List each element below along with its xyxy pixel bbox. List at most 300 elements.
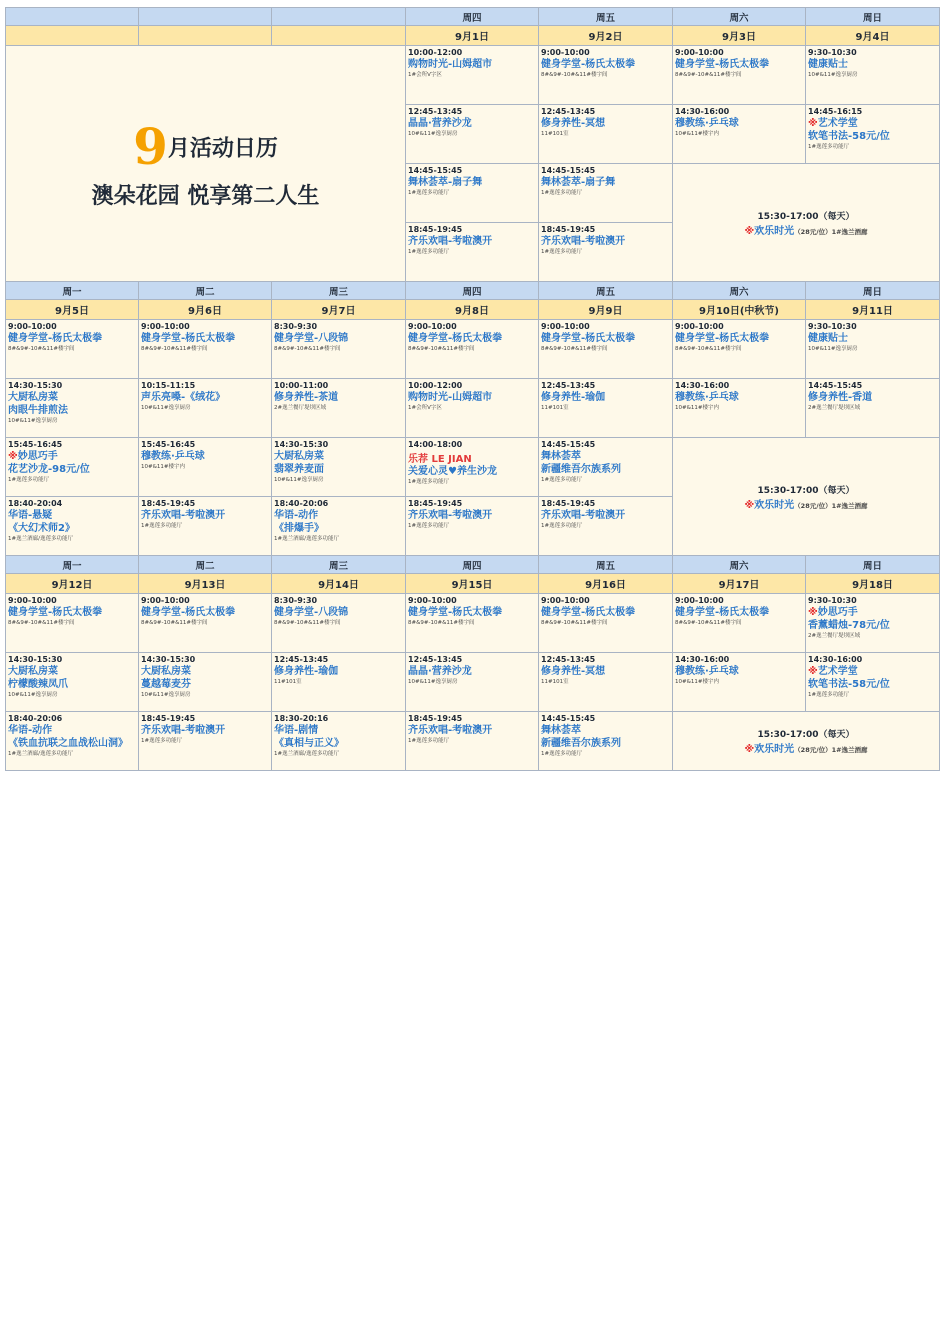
event-name xyxy=(274,332,405,345)
event-name xyxy=(408,665,538,678)
event-location: 10#&11#逸享厨房 xyxy=(408,131,458,137)
event-time: 15:45-16:45 xyxy=(141,440,196,449)
event-cell xyxy=(673,105,806,164)
event-time: 9:00-10:00 xyxy=(8,322,57,331)
event-time: 14:45-15:45 xyxy=(541,166,596,175)
event-cell xyxy=(139,594,272,653)
event-title: 舞林荟萃 xyxy=(541,725,581,736)
date-header: 9月16日 xyxy=(539,574,673,594)
event-title: 大厨私房菜 xyxy=(8,392,58,403)
event-subtitle: 软笔书法-58元/位 xyxy=(808,679,890,690)
event-name xyxy=(8,724,138,737)
event-time: 18:40-20:06 xyxy=(274,499,329,508)
event-time: 14:45-15:45 xyxy=(541,714,596,723)
event-time: 14:30-16:00 xyxy=(675,381,730,390)
event-cell xyxy=(539,438,673,497)
event-time: 15:45-16:45 xyxy=(8,440,63,449)
event-time: 8:30-9:30 xyxy=(274,596,318,605)
event-cell xyxy=(539,497,673,556)
event-time: 14:30-15:30 xyxy=(8,381,63,390)
event-time: 18:45-19:45 xyxy=(541,499,596,508)
weekday-header: 周日 xyxy=(806,282,940,300)
event-title: 齐乐欢唱-考啦澳开 xyxy=(408,510,493,521)
event-time: 18:45-19:45 xyxy=(408,714,463,723)
event-title: 华语-剧情 xyxy=(274,725,319,736)
event-location: 1#逸莲多功能厅 xyxy=(8,477,50,483)
event-time: 10:00-12:00 xyxy=(408,48,463,57)
event-time: 18:40-20:04 xyxy=(8,499,63,508)
event-time: 14:30-16:00 xyxy=(808,655,863,664)
event-subtitle: 花艺沙龙-98元/位 xyxy=(8,464,90,475)
event-subtitle: 柠檬酸辣凤爪 xyxy=(8,679,68,690)
event-title: 晶晶·营养沙龙 xyxy=(408,118,472,129)
event-subtitle: 新疆维吾尔族系列 xyxy=(541,464,621,475)
event-cell xyxy=(139,712,272,771)
event-time: 10:00-11:00 xyxy=(274,381,329,390)
event-name xyxy=(808,117,939,130)
event-name xyxy=(408,58,538,71)
event-title: 健身学堂-杨氏太极拳 xyxy=(541,333,636,344)
event-cell xyxy=(806,105,940,164)
event-location: 1#逸莲多功能厅 xyxy=(141,738,183,744)
event-name xyxy=(808,665,939,678)
month-banner xyxy=(6,46,406,282)
event-name xyxy=(274,724,405,737)
event-subtitle: 《真相与正义》 xyxy=(274,738,344,749)
event-time: 14:30-15:30 xyxy=(8,655,63,664)
event-subtitle: 翡翠养麦面 xyxy=(274,464,324,475)
event-location: 10#&11#逸享厨房 xyxy=(141,405,191,411)
event-title: 健身学堂-杨氏太极拳 xyxy=(141,607,236,618)
event-name xyxy=(408,235,538,248)
event-subtitle: 《铁血抗联之血战松山洞》 xyxy=(8,738,128,749)
event-name xyxy=(141,665,271,678)
event-location: 10#&11#逸享厨房 xyxy=(8,692,58,698)
event-location: 1#逸莲多功能厅 xyxy=(541,249,583,255)
paid-mark: ※ xyxy=(744,744,755,755)
event-location: 10#&11#逸享厨房 xyxy=(808,72,858,78)
event-name xyxy=(8,391,138,404)
event-time: 18:40-20:06 xyxy=(8,714,63,723)
event-title: 购物时光-山姆超市 xyxy=(408,59,493,70)
happy-hour-meta: （28元/位）1#逸兰酒廊 xyxy=(794,501,868,510)
paid-mark: ※ xyxy=(808,666,818,677)
event-location: 1#逸莲多功能厅 xyxy=(541,523,583,529)
event-name xyxy=(541,724,672,737)
event-cell xyxy=(539,320,673,379)
date-header: 9月10日(中秋节) xyxy=(673,300,806,320)
event-cell xyxy=(406,497,539,556)
banner-month: 9 xyxy=(133,117,168,176)
event-subtitle: 肉眼牛排煎法 xyxy=(8,405,68,416)
date-header: 9月15日 xyxy=(406,574,539,594)
event-cell xyxy=(406,438,539,497)
event-cell xyxy=(139,497,272,556)
event-cell xyxy=(673,594,806,653)
event-location: 8#&9#-10#&11#楼宇间 xyxy=(675,346,742,352)
paid-mark: ※ xyxy=(8,451,18,462)
happy-hour-cell xyxy=(673,438,940,556)
date-header: 9月14日 xyxy=(272,574,406,594)
weekday-header: 周六 xyxy=(673,282,806,300)
event-cell xyxy=(6,497,139,556)
event-title: 齐乐欢唱-考啦澳开 xyxy=(408,236,493,247)
event-cell xyxy=(6,320,139,379)
paid-mark: ※ xyxy=(808,118,818,129)
event-location: 8#&9#-10#&11#楼宇间 xyxy=(675,620,742,626)
event-name xyxy=(541,450,672,463)
happy-hour-time: 15:30-17:00（每天） xyxy=(757,730,855,740)
event-cell xyxy=(673,320,806,379)
event-cell xyxy=(6,594,139,653)
event-title: 购物时光-山姆超市 xyxy=(408,392,493,403)
event-time: 9:00-10:00 xyxy=(8,596,57,605)
event-name xyxy=(675,117,805,130)
event-name xyxy=(808,391,939,404)
weekday-header: 周二 xyxy=(139,282,272,300)
event-cell xyxy=(806,653,940,712)
event-name xyxy=(274,450,405,463)
event-title: 大厨私房菜 xyxy=(274,451,324,462)
event-location: 10#&11#楼宇内 xyxy=(675,405,720,411)
event-cell xyxy=(272,653,406,712)
event-location: 1#逸兰酒廊/逸莲多功能厅 xyxy=(8,536,73,542)
event-cell xyxy=(673,46,806,105)
event-name xyxy=(8,606,138,619)
event-cell xyxy=(406,223,539,282)
event-time: 9:30-10:30 xyxy=(808,596,857,605)
event-time: 9:00-10:00 xyxy=(141,322,190,331)
event-title: 健身学堂-杨氏太极拳 xyxy=(675,333,770,344)
event-name xyxy=(408,606,538,619)
event-name xyxy=(8,332,138,345)
event-cell xyxy=(406,712,539,771)
event-title: 舞林荟萃 xyxy=(541,451,581,462)
event-location: 11#101室 xyxy=(274,679,302,685)
event-name xyxy=(808,58,939,71)
event-cell xyxy=(806,379,940,438)
weekday-header: 周五 xyxy=(539,556,673,574)
event-location: 1#会所V字区 xyxy=(408,72,442,78)
event-time: 10:00-12:00 xyxy=(408,381,463,390)
event-title: 妙思巧手 xyxy=(17,451,58,462)
event-title: 舞林荟萃-扇子舞 xyxy=(541,177,616,188)
event-title: 齐乐欢唱-考啦澳开 xyxy=(141,725,226,736)
event-cell xyxy=(6,438,139,497)
event-location: 8#&9#-10#&11#楼宇间 xyxy=(274,346,341,352)
event-subtitle: 软笔书法-58元/位 xyxy=(808,131,890,142)
event-cell xyxy=(673,379,806,438)
event-title: 声乐亮嗓-《绒花》 xyxy=(141,392,226,403)
event-name xyxy=(675,391,805,404)
event-cell xyxy=(539,164,673,223)
event-cell xyxy=(539,712,673,771)
happy-hour-name xyxy=(673,496,939,511)
weekday-header: 周三 xyxy=(272,282,406,300)
event-time: 9:00-10:00 xyxy=(541,48,590,57)
event-title: 健身学堂-杨氏太极拳 xyxy=(408,607,503,618)
event-cell xyxy=(673,653,806,712)
date-header xyxy=(272,26,406,46)
event-time: 14:30-15:30 xyxy=(274,440,329,449)
date-header: 9月12日 xyxy=(6,574,139,594)
event-time: 9:00-10:00 xyxy=(141,596,190,605)
event-subtitle: 香薰蜡烛-78元/位 xyxy=(808,620,890,631)
banner-subtitle: 澳朵花园 悦享第二人生 xyxy=(91,184,320,209)
event-time: 10:15-11:15 xyxy=(141,381,196,390)
event-title: 健身学堂-杨氏太极拳 xyxy=(675,607,770,618)
event-name xyxy=(808,606,939,619)
event-cell xyxy=(539,379,673,438)
event-title: 修身养性-冥想 xyxy=(541,118,606,129)
event-title: 健身学堂-八段锦 xyxy=(274,333,349,344)
event-name xyxy=(541,235,672,248)
date-header: 9月2日 xyxy=(539,26,673,46)
happy-hour-time: 15:30-17:00（每天） xyxy=(757,211,855,222)
event-name xyxy=(675,332,805,345)
event-name xyxy=(408,724,538,737)
event-title: 华语-动作 xyxy=(274,510,319,521)
event-name xyxy=(408,332,538,345)
event-location: 8#&9#-10#&11#楼宇间 xyxy=(541,346,608,352)
date-header: 9月17日 xyxy=(673,574,806,594)
event-location: 1#逸莲多功能厅 xyxy=(408,249,450,255)
event-location: 1#逸莲多功能厅 xyxy=(541,751,583,757)
event-title: 舞林荟萃-扇子舞 xyxy=(408,177,483,188)
event-cell xyxy=(406,320,539,379)
event-location: 8#&9#-10#&11#楼宇间 xyxy=(541,72,608,78)
weekday-header: 周五 xyxy=(539,8,673,26)
event-title: 修身养性-瑜伽 xyxy=(541,392,606,403)
event-location: 2#逸兰餐厅堤坝区域 xyxy=(274,405,327,411)
event-name xyxy=(408,465,538,478)
event-name xyxy=(675,58,805,71)
date-header: 9月6日 xyxy=(139,300,272,320)
event-title: 齐乐欢唱-考啦澳开 xyxy=(408,725,493,736)
event-time: 18:45-19:45 xyxy=(408,499,463,508)
paid-mark: ※ xyxy=(744,499,755,511)
event-name xyxy=(274,509,405,522)
event-title: 穆教练·乒乓球 xyxy=(141,451,205,462)
event-title: 健身学堂-杨氏太极拳 xyxy=(675,59,770,70)
event-name xyxy=(408,391,538,404)
event-cell xyxy=(6,653,139,712)
event-time: 8:30-9:30 xyxy=(274,322,318,331)
happy-hour-time: 15:30-17:00（每天） xyxy=(757,485,855,496)
event-name xyxy=(408,117,538,130)
event-name xyxy=(541,509,672,522)
event-time: 9:00-10:00 xyxy=(408,322,457,331)
event-cell xyxy=(406,46,539,105)
weekday-header: 周一 xyxy=(6,282,139,300)
event-time: 12:45-13:45 xyxy=(541,107,596,116)
event-cell xyxy=(806,46,940,105)
weekday-header: 周三 xyxy=(272,556,406,574)
paid-mark: ※ xyxy=(808,607,818,618)
happy-hour-name xyxy=(673,222,939,237)
event-name xyxy=(408,509,538,522)
event-time: 9:30-10:30 xyxy=(808,322,857,331)
weekday-header: 周二 xyxy=(139,556,272,574)
event-time: 14:45-16:15 xyxy=(808,107,863,116)
event-time: 12:45-13:45 xyxy=(541,655,596,664)
date-header xyxy=(139,26,272,46)
event-time: 18:45-19:45 xyxy=(141,499,196,508)
event-name xyxy=(808,332,939,345)
event-time: 9:30-10:30 xyxy=(808,48,857,57)
date-header: 9月7日 xyxy=(272,300,406,320)
event-name xyxy=(675,665,805,678)
event-title: 关爱心灵♥养生沙龙 xyxy=(408,466,497,477)
event-name xyxy=(541,606,672,619)
event-title: 大厨私房菜 xyxy=(141,666,191,677)
event-title: 健身学堂-八段锦 xyxy=(274,607,349,618)
event-cell xyxy=(406,164,539,223)
date-header: 9月8日 xyxy=(406,300,539,320)
event-cell xyxy=(272,438,406,497)
weekday-header: 周六 xyxy=(673,556,806,574)
date-header: 9月1日 xyxy=(406,26,539,46)
event-location: 2#逸兰餐厅堤坝区域 xyxy=(808,633,861,639)
event-location: 10#&11#楼宇内 xyxy=(141,464,186,470)
event-name xyxy=(541,391,672,404)
event-subtitle: 《排爆手》 xyxy=(274,523,324,534)
event-title: 穆教练·乒乓球 xyxy=(675,666,739,677)
event-name xyxy=(541,58,672,71)
event-time: 18:45-19:45 xyxy=(408,225,463,234)
event-location: 10#&11#逸享厨房 xyxy=(808,346,858,352)
event-location: 8#&9#-10#&11#楼宇间 xyxy=(274,620,341,626)
event-cell xyxy=(139,320,272,379)
event-time: 9:00-10:00 xyxy=(675,322,724,331)
event-location: 1#逸莲多功能厅 xyxy=(808,692,850,698)
event-name xyxy=(141,332,271,345)
event-name xyxy=(141,450,271,463)
event-time: 18:45-19:45 xyxy=(541,225,596,234)
event-name xyxy=(8,509,138,522)
event-name xyxy=(541,332,672,345)
event-name xyxy=(141,724,271,737)
event-time: 14:45-15:45 xyxy=(541,440,596,449)
sponsor-logo: 乐荐 LE JIAN xyxy=(408,454,472,465)
happy-hour-meta: （28元/位）1#逸兰酒廊 xyxy=(794,746,868,754)
event-title: 华语-悬疑 xyxy=(8,510,53,521)
happy-hour-cell xyxy=(673,164,940,282)
event-time: 14:45-15:45 xyxy=(408,166,463,175)
event-title: 健康贴士 xyxy=(808,333,848,344)
activity-calendar xyxy=(5,7,940,771)
event-name xyxy=(274,606,405,619)
event-cell xyxy=(406,653,539,712)
happy-hour-title: 欢乐时光 xyxy=(754,499,795,511)
event-time: 9:00-10:00 xyxy=(675,48,724,57)
event-time: 14:30-16:00 xyxy=(675,655,730,664)
event-cell xyxy=(272,594,406,653)
event-location: 8#&9#-10#&11#楼宇间 xyxy=(141,620,208,626)
event-subtitle: 《大幻术师2》 xyxy=(8,523,75,534)
event-cell xyxy=(806,320,940,379)
event-time: 18:45-19:45 xyxy=(141,714,196,723)
event-name xyxy=(141,509,271,522)
event-cell xyxy=(272,497,406,556)
event-location: 10#&11#逸享厨房 xyxy=(274,477,324,483)
event-location: 8#&9#-10#&11#楼宇间 xyxy=(8,620,75,626)
event-location: 10#&11#逸享厨房 xyxy=(141,692,191,698)
event-location: 10#&11#逸享厨房 xyxy=(408,679,458,685)
event-title: 艺术学堂 xyxy=(817,666,858,677)
event-cell xyxy=(272,320,406,379)
event-time: 14:45-15:45 xyxy=(808,381,863,390)
event-location: 1#逸莲多功能厅 xyxy=(541,190,583,196)
event-name xyxy=(541,665,672,678)
banner-title: 月活动日历 xyxy=(167,136,278,162)
event-location: 8#&9#-10#&11#楼宇间 xyxy=(408,346,475,352)
happy-hour-title: 欢乐时光 xyxy=(754,225,795,237)
event-time: 12:45-13:45 xyxy=(541,381,596,390)
date-header: 9月13日 xyxy=(139,574,272,594)
event-title: 修身养性-冥想 xyxy=(541,666,606,677)
event-title: 健身学堂-杨氏太极拳 xyxy=(8,333,103,344)
happy-hour-title: 欢乐时光 xyxy=(754,744,795,755)
weekday-header: 周六 xyxy=(673,8,806,26)
event-time: 14:00-18:00 xyxy=(408,440,463,449)
happy-hour-name xyxy=(673,740,939,755)
event-name xyxy=(408,176,538,189)
event-cell xyxy=(406,105,539,164)
event-title: 妙思巧手 xyxy=(817,607,858,618)
event-name xyxy=(274,665,405,678)
event-time: 12:45-13:45 xyxy=(274,655,329,664)
event-time: 12:45-13:45 xyxy=(408,655,463,664)
event-time: 14:30-16:00 xyxy=(675,107,730,116)
event-location: 2#逸兰餐厅堤坝区域 xyxy=(808,405,861,411)
event-cell xyxy=(539,653,673,712)
event-name xyxy=(8,450,138,463)
weekday-header: 周四 xyxy=(406,8,539,26)
event-location: 10#&11#逸享厨房 xyxy=(8,418,58,424)
weekday-header: 周日 xyxy=(806,8,940,26)
date-header: 9月9日 xyxy=(539,300,673,320)
event-location: 1#逸莲多功能厅 xyxy=(408,738,450,744)
event-title: 齐乐欢唱-考啦澳开 xyxy=(541,510,626,521)
date-header: 9月5日 xyxy=(6,300,139,320)
event-cell xyxy=(539,46,673,105)
event-cell xyxy=(539,105,673,164)
event-cell xyxy=(272,379,406,438)
date-header: 9月18日 xyxy=(806,574,940,594)
event-location: 1#逸兰酒廊/逸莲多功能厅 xyxy=(8,751,73,757)
event-name xyxy=(141,606,271,619)
happy-hour-cell xyxy=(673,712,940,771)
event-cell xyxy=(272,712,406,771)
event-title: 艺术学堂 xyxy=(817,118,858,129)
event-location: 1#逸兰酒廊/逸莲多功能厅 xyxy=(274,536,339,542)
event-location: 1#会所V字区 xyxy=(408,405,442,411)
date-header: 9月3日 xyxy=(673,26,806,46)
event-cell xyxy=(6,379,139,438)
event-location: 11#101室 xyxy=(541,131,569,137)
weekday-header: 周四 xyxy=(406,282,539,300)
event-location: 10#&11#楼宇内 xyxy=(675,679,720,685)
event-time: 14:30-15:30 xyxy=(141,655,196,664)
weekday-header xyxy=(139,8,272,26)
event-title: 健身学堂-杨氏太极拳 xyxy=(541,59,636,70)
event-cell xyxy=(406,594,539,653)
event-location: 1#逸莲多功能厅 xyxy=(541,477,583,483)
date-header xyxy=(6,26,139,46)
event-title: 齐乐欢唱-考啦澳开 xyxy=(141,510,226,521)
weekday-header xyxy=(272,8,406,26)
